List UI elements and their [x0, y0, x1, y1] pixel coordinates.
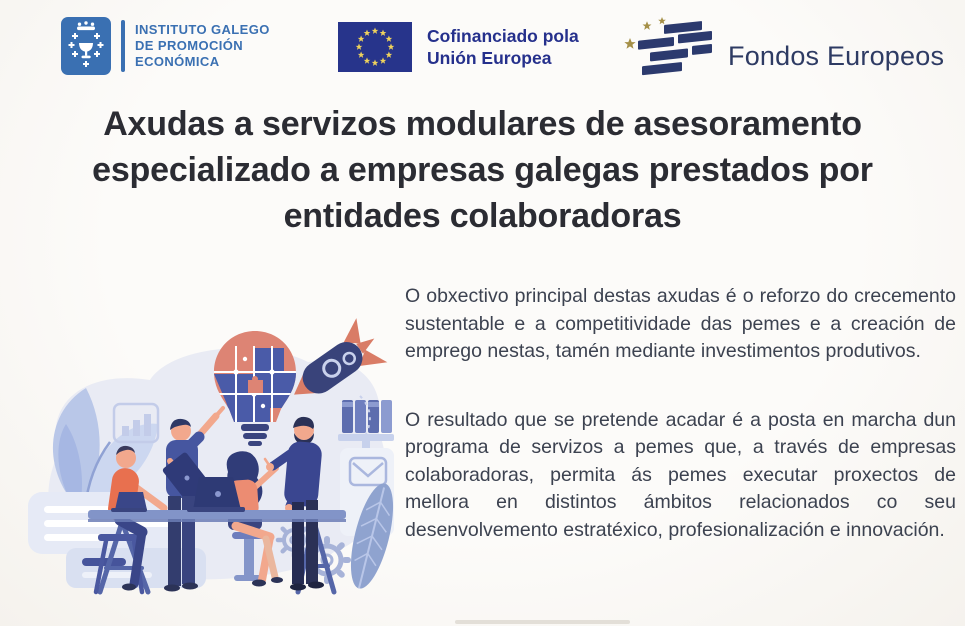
eu-flag-icon: [338, 22, 412, 72]
fondos-label: Fondos Europeos: [728, 40, 945, 71]
title-line-1: Axudas a servizos modulares de asesoramento: [103, 105, 862, 143]
bottom-divider: [455, 620, 630, 624]
igape-line-3: ECONÓMICA: [135, 54, 220, 69]
paragraph-objective: O obxectivo principal destas axudas é o reforzo do crecemento sustentable e a competitividade das pemes e a creación de emprego nestas, tamén mediante investimentos produtivos.: [405, 285, 956, 362]
igape-org-name: [135, 22, 270, 70]
team-collaboration-illustration: [22, 296, 397, 598]
page-title: [0, 101, 965, 239]
fondos-mark-icon: [616, 10, 716, 88]
eu-line-2: Unión Europea: [427, 48, 552, 68]
title-line-2: especializado a empresas galegas prestados por: [92, 151, 873, 189]
igape-line-2: DE PROMOCIÓN: [135, 38, 244, 53]
eu-cofinancing-logo: [338, 22, 579, 72]
eu-line-1: Cofinanciado pola: [427, 26, 579, 46]
igape-line-1: INSTITUTO GALEGO: [135, 22, 270, 37]
igape-logo: [60, 16, 270, 76]
eu-cofinancing-text: [427, 25, 579, 69]
body-text: [405, 283, 956, 544]
igape-divider: [121, 20, 125, 72]
igape-emblem-icon: [60, 16, 112, 76]
paragraph-result: O resultado que se pretende acadar é a posta en marcha dun programa de servizos a pemes que, a través de empresas colaboradoras, permita ás pemes executar proxectos de mellora en distintos ámbitos relacionados co seu desenvolvemento estratéxico, profesionalización e innovación.: [405, 408, 956, 541]
title-line-3: entidades colaboradoras: [283, 197, 682, 235]
fondos-europeos-logo: [616, 10, 944, 88]
